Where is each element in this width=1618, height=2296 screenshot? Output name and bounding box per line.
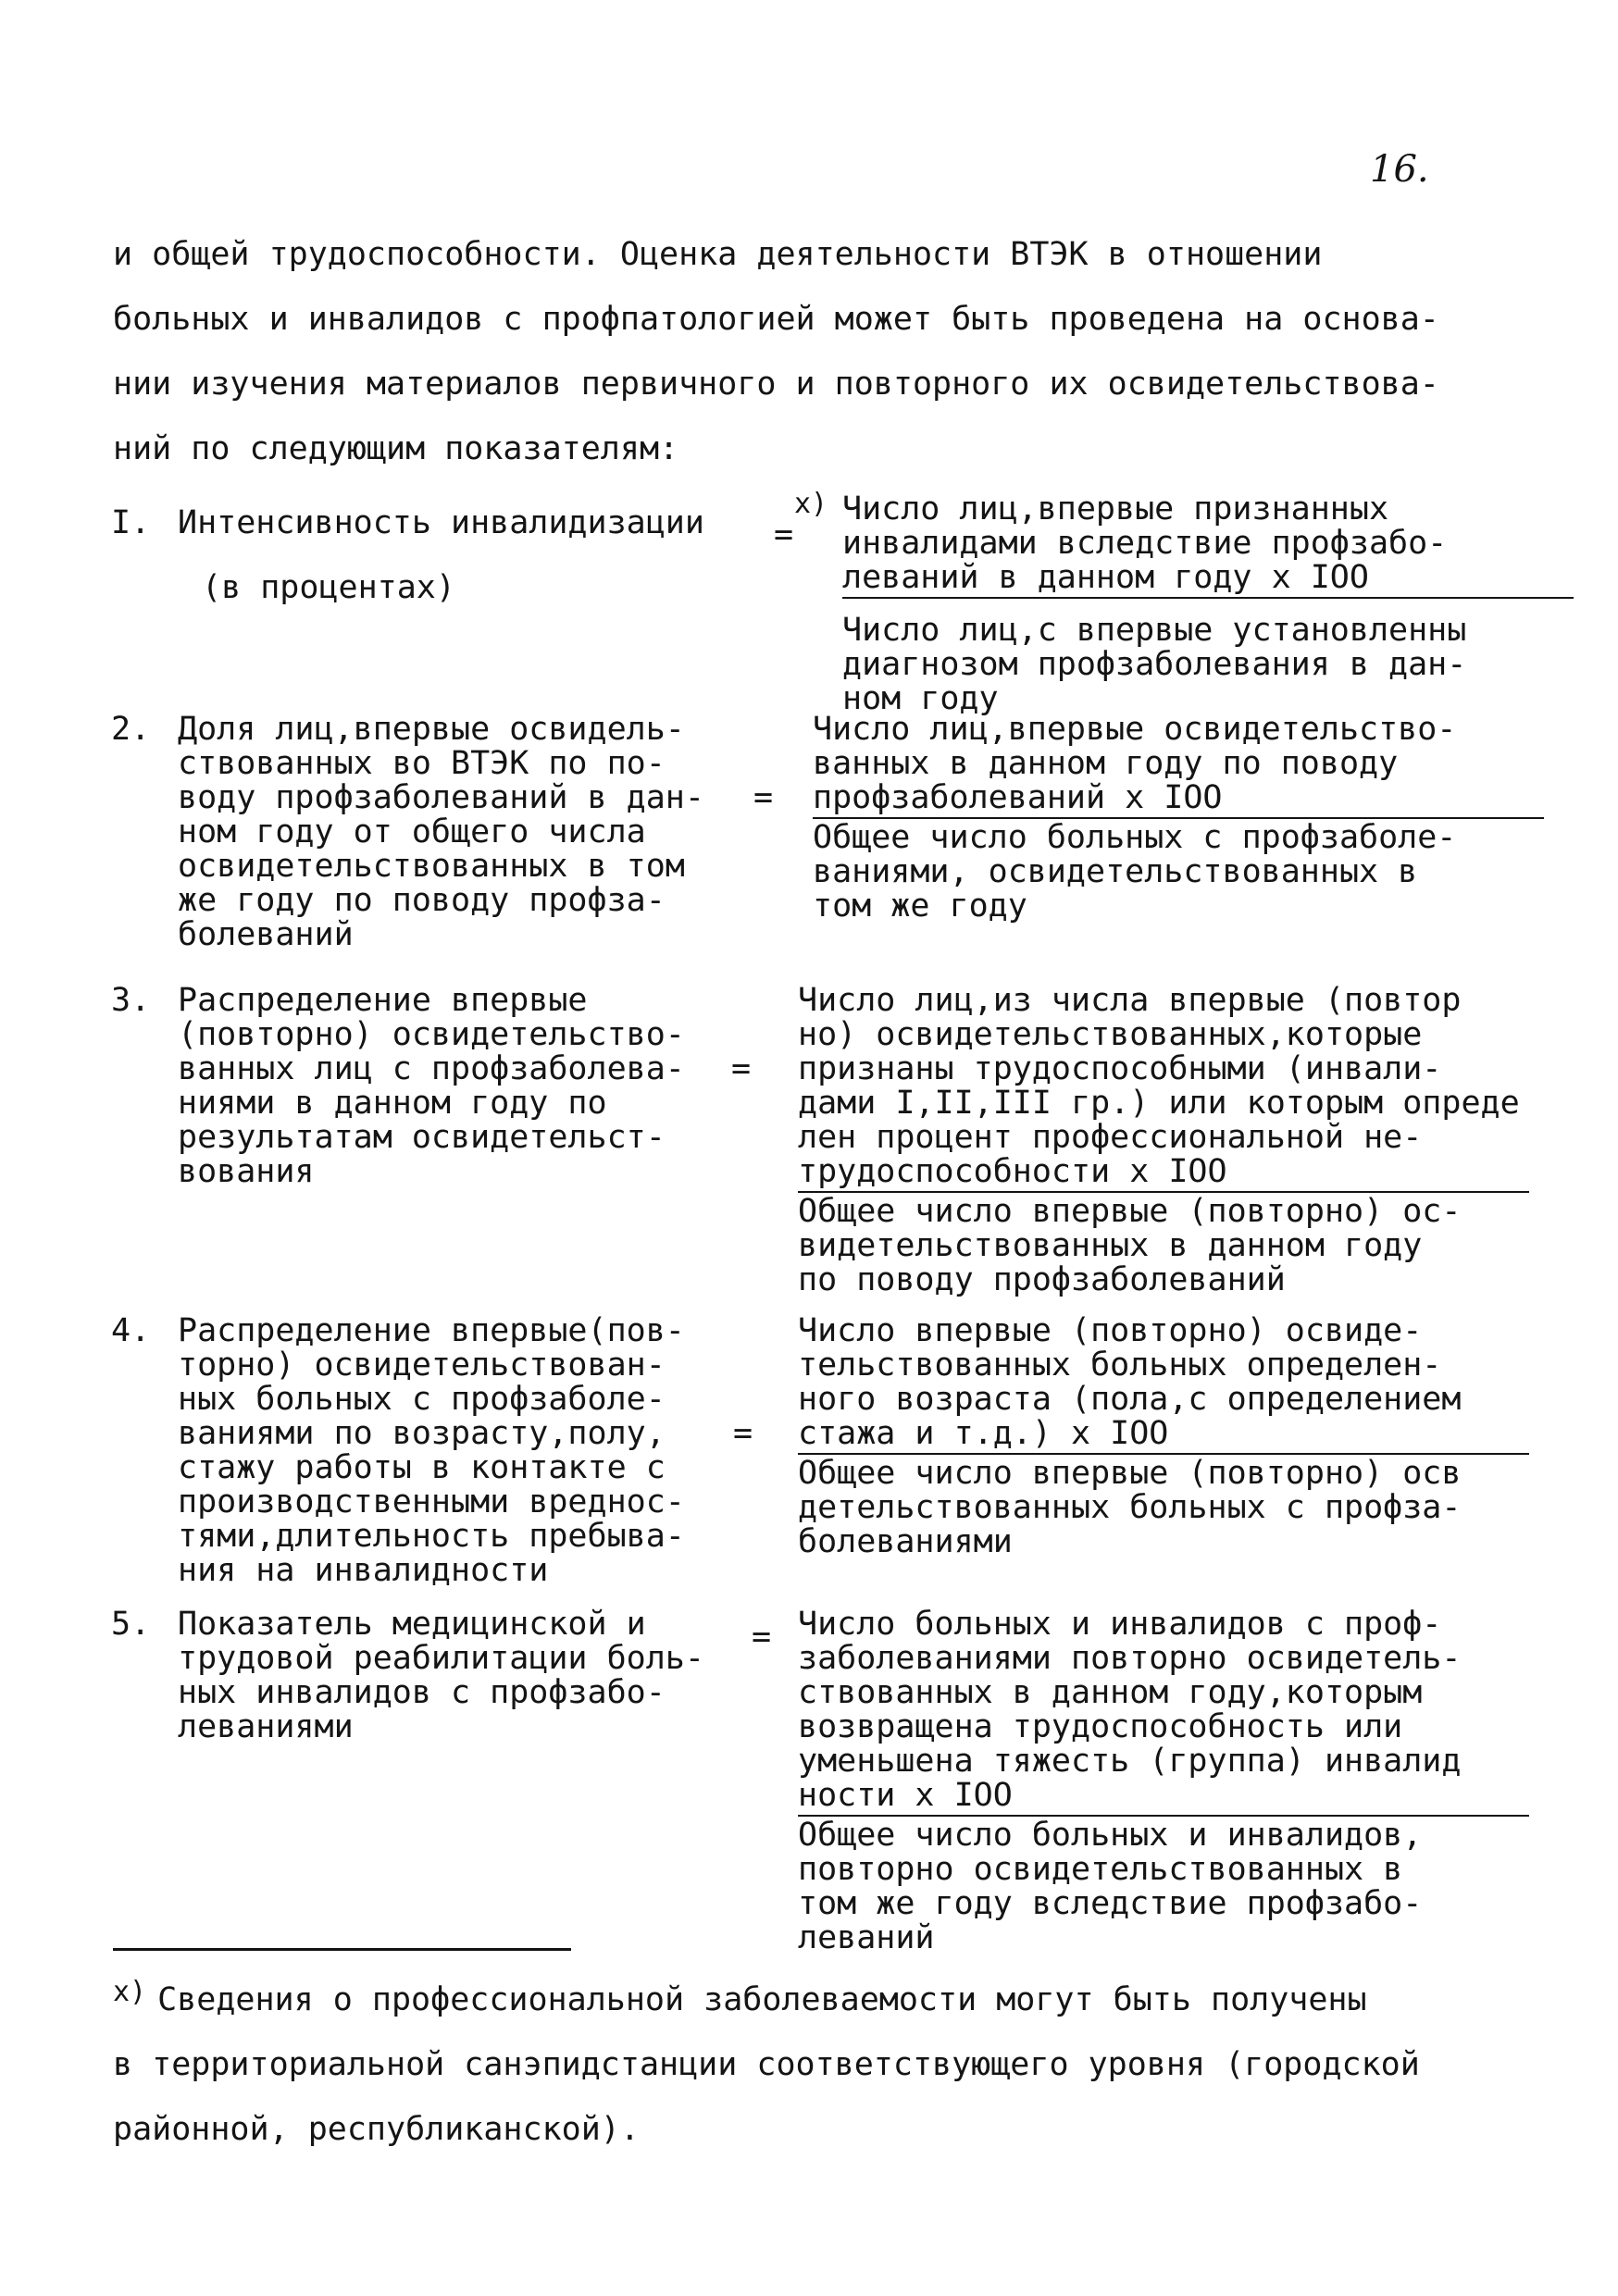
footnote-line: районной, республиканской).: [113, 2111, 640, 2148]
formula-numerator: Число лиц,впервые освидетельство- ванных в данном году по поводу профзаболеваний х IОО: [813, 713, 1544, 819]
indicator-name-line: 3. Распределение впервые: [111, 982, 588, 1019]
footnote-reference: x): [794, 488, 828, 520]
indicator-formula: [842, 492, 1574, 716]
footnote-marker: x): [113, 1976, 147, 2008]
formula-denominator: Число лиц,с впервые установленны диагнозом профзаболевания в дан- ном году: [842, 612, 1467, 717]
formula-denominator: Общее число больных с профзаболе- ваниями, освидетельствованных в том же году: [813, 819, 1457, 925]
indicator-name-line: 5. Показатель медицинской и: [111, 1606, 646, 1643]
indicator-name: 2. Доля лиц,впервые освидель- ствованных во ВТЭК по по- воду профзаболеваний в дан- ном году от общего числа освидетельствованных в том же году по поводу профза- болеваний: [111, 713, 750, 952]
indicator-name: 5. Показатель медицинской и трудовой реабилитации боль- ных инвалидов с профзабо- леваниями: [111, 1607, 750, 1744]
footnote-line: x) Сведения о профессиональной заболеваемости могут быть получены: [113, 1976, 1367, 2018]
indicator-number: 2.: [111, 711, 151, 748]
formula-numerator: Число больных и инвалидов с проф- заболеваниями повторно освидетель- ствованных в данном году,которым возвращена трудоспособность или уменьшена тяжесть (группа) инвалид ности х IОО: [798, 1607, 1529, 1817]
formula-denominator: Общее число больных и инвалидов, повторно освидетельствованных в том же году вследствие профзабо- леваний: [798, 1817, 1423, 1956]
indicator-number: 3.: [111, 982, 151, 1019]
indicator-number: 4.: [111, 1312, 151, 1349]
indicator-name-line: 2. Доля лиц,впервые освидель-: [111, 711, 685, 748]
intro-line: ний по следующим показателям:: [113, 430, 679, 467]
indicator-name-line: (в процентах): [202, 569, 455, 606]
indicator-formula: [798, 1607, 1529, 1955]
formula-numerator: Число лиц,впервые признанных инвалидами вследствие профзабо- леваний в данном году х IОО: [842, 492, 1574, 599]
equals-sign: =: [731, 1050, 752, 1087]
intro-line: нии изучения материалов первичного и повторного их освидетельствова-: [113, 366, 1439, 403]
indicator-number: 5.: [111, 1606, 151, 1643]
equals-sign: =: [774, 516, 794, 553]
indicator-name: 3. Распределение впервые (повторно) освидетельство- ванных лиц с профзаболева- ниями в данном году по результатам освидетельст- вования: [111, 984, 750, 1189]
intro-paragraph: [113, 222, 1538, 481]
intro-line: и общей трудоспособности. Оценка деятельности ВТЭК в отношении: [113, 236, 1323, 273]
footnote-divider: [113, 1948, 571, 1951]
equals-sign: =: [752, 1619, 772, 1656]
page-number: 16.: [1370, 148, 1429, 191]
indicator-name-line: 4. Распределение впервые(пов-: [111, 1312, 685, 1349]
footnote: [113, 1960, 1557, 2162]
formula-numerator: Число впервые (повторно) освиде- тельствованных больных определен- ного возраста (пола,с определением стажа и т.д.) х IОО: [798, 1314, 1529, 1455]
intro-line: больных и инвалидов с профпатологией может быть проведена на основа-: [113, 301, 1439, 338]
formula-denominator: Общее число впервые (повторно) ос- видетельствованных в данном году по поводу профзаболеваний: [798, 1193, 1462, 1298]
equals-sign: =: [753, 779, 774, 816]
indicator-name: 4. Распределение впервые(пов- торно) освидетельствован- ных больных с профзаболе- ваниями по возрасту,полу, стажу работы в контакте с производственными вреднос- тями,длительность пребыва- ния на инвалидности: [111, 1314, 750, 1588]
indicator-name: [111, 490, 750, 620]
indicator-name-line: I. Интенсивность инвалидизации: [111, 490, 750, 555]
indicator-number: I.: [111, 504, 151, 541]
formula-numerator: Число лиц,из числа впервые (повтор но) освидетельствованных,которые признаны трудоспособными (инвали- дами I,II,III гр.) или которым опреде лен процент профессиональной не- трудоспособности х IОО: [798, 984, 1529, 1193]
indicator-formula: [798, 1314, 1529, 1559]
indicator-formula: [813, 713, 1544, 924]
indicator-formula: [798, 984, 1529, 1297]
equals-sign: =: [733, 1415, 753, 1452]
footnote-line: в территориальной санэпидстанции соответствующего уровня (городской: [113, 2046, 1420, 2083]
formula-denominator: Общее число впервые (повторно) осв детельствованных больных с профза- болеваниями: [798, 1455, 1462, 1560]
